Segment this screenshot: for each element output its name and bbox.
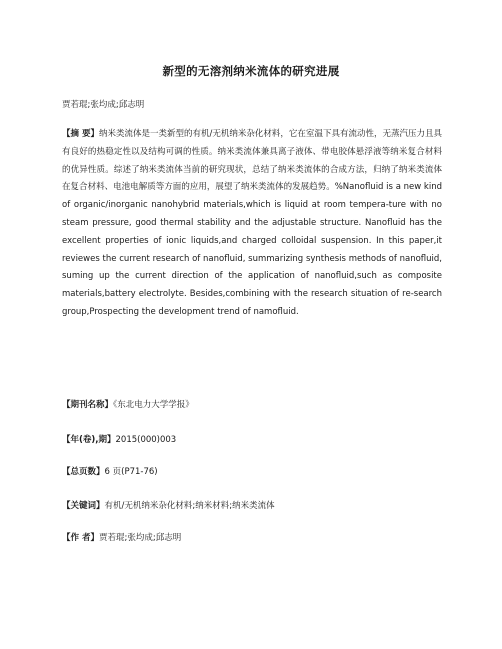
journal-label: 【期刊名称】 — [62, 400, 114, 410]
abstract-text: 纳米类流体是一类新型的有机/无机纳米杂化材料，它在室温下具有流动性，无蒸汽压力且具有良好的热稳定性以及结构可调的性质。纳米类流体兼具离子液体、带电胶体悬浮液等纳米复合材料的优异性质。综述了纳米类流体当前的研究现状，总结了纳米类流体的合成方法，归纳了纳米类流体在复合材料、电池电解质等方面的应用，展望了纳米类流体的发展趋势。%Nanofluid is a new kind of organic/inorganic nanohybrid materials,which is liquid at room tempera-ture with no steam pressure, good thermal stability and the adjustable structure. Nanofluid has the excellent properties of ionic liquids,and charged colloidal suspension. In this paper,it reviewes the current research of nanofluid, summarizing synthesis methods of nanofluid, suming up the current direction of the application of nanofluid,such as composite materials,battery electrolyte. Besides,combining with the research situation of re-search group,Prospecting the development trend of namofluid. — [62, 129, 442, 317]
year-field — [62, 433, 176, 445]
author-line: 贾若琨;张均成;邱志明 — [62, 100, 145, 110]
journal-field — [62, 398, 194, 410]
abstract-paragraph — [62, 126, 442, 322]
keywords-label: 【关键词】 — [62, 501, 105, 511]
author-field — [62, 531, 181, 543]
journal-value: 《东北电力大学学报》 — [113, 400, 194, 410]
pages-value: 6 页(P71-76) — [104, 467, 158, 477]
keywords-field — [62, 499, 275, 511]
pages-field — [62, 465, 158, 477]
pages-label: 【总页数】 — [62, 467, 105, 477]
keywords-value: 有机/无机纳米杂化材料;纳米材料;纳米类流体 — [104, 501, 275, 511]
author-field-value: 贾若琨;张均成;邱志明 — [98, 533, 182, 543]
year-label: 【年(卷),期】 — [62, 435, 116, 445]
abstract-label: 【摘 要】 — [62, 129, 99, 139]
author-field-label: 【作 者】 — [62, 533, 99, 543]
year-value: 2015(000)003 — [115, 435, 177, 445]
document-title: 新型的无溶剂纳米流体的研究进展 — [162, 64, 340, 78]
